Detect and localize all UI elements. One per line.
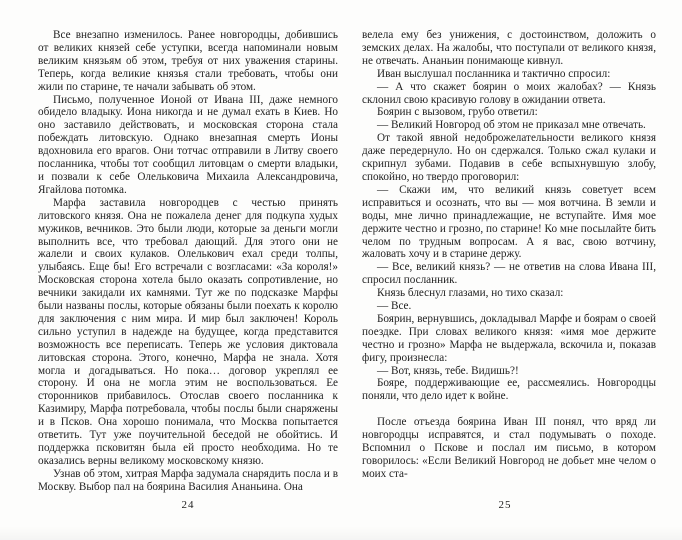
paragraph: — Великий Новгород об этом не приказал мне отвечать. xyxy=(377,119,646,132)
paragraph: После отъезда боярина Иван III понял, что вряд ли новгородцы исправятся, и стал подумывать о походе. Вспомнил о Пскове и послал им письмо, в котором говорилось: «Если Великий Новгород не добьет мне челом о моих ста- xyxy=(362,416,656,480)
paragraph: Боярин, вернувшись, докладывал Марфе и боярам о своей поездке. При словах великого князя: «имя мое держите честно и грозно» Марфа не выдержала, вскочила и, показав фигу, произнесла: xyxy=(362,312,656,364)
page-right xyxy=(362,29,656,481)
paragraph: велела ему без унижения, с достоинством, доложить о земских делах. На жалобы, что поступали от великого князя, не отвечать. Ананьин понимающе кивнул. xyxy=(362,29,656,67)
page-number-left: 24 xyxy=(181,499,195,511)
paragraph: От такой явной недоброжелательности великого князя даже передернуло. Но он сдержался. Только сжал кулаки и скрипнул зубами. Подавив в себе вспыхнувшую злобу, спокойно, но твердо проговорил: xyxy=(362,132,656,183)
page-number-right: 25 xyxy=(498,499,512,511)
paragraph: — Все, великий князь? — не ответив на слова Ивана III, спросил посланник. xyxy=(362,261,656,287)
paragraph: — Все. xyxy=(377,300,412,313)
paragraph: Марфа заставила новгородцев с честью принять литовского князя. Она не пожалела денег для подкупа худых мужиков, вечников. Это были люди, которые за деньги могли выполнить все, что требовал дающий. Для этого они не жалели и своих кулаков. Олелькович ехал среди толпы, улыбаясь. Еще бы! Его встречали с возгласами: «За короля!» Московская сторона хотела было оказать сопротивление, но вечники закидали их камнями. Тут же по подсказке Марфы были названы послы, которые обязаны были поехать к королю для заключения с ним мира. И мир был заключен! Король сильно уступил в надежде на будущее, когда представится возможность все переписать. Теперь же условия диктовала литовская сторона. Этого, конечно, Марфа не знала. Хотя могла и догадываться. Но пока… договор укреплял ее сторону. И она не могла этим не воспользоваться. Ее сторонников прибавилось. Отослав своего посланника к Казимиру, Марфа потребовала, чтобы послы были снаряжены и в Псков. Она хорошо понимала, что Москва попытается ответить. Тут уже поучительной беседой не обойтись. И поддержка псковитян была ей просто необходима. Но те оказались верны великому московскому князю. xyxy=(38,196,338,467)
paragraph: Все внезапно изменилось. Ранее новгородцы, добившись от великих князей себе уступки, всегда напоминали новым великим князьям об этом, требуя от них уважения старины. Теперь, когда великие князья стали требовать, чтобы они жили по старине, те начали забывать об этом. xyxy=(38,29,338,93)
paragraph: Иван выслушал посланника и тактично спросил: xyxy=(377,67,611,80)
paragraph: Узнав об этом, хитрая Марфа задумала снарядить посла и в Москву. Выбор пал на боярина Василия Ананьина. Она xyxy=(38,467,338,493)
paragraph: Боярин с вызовом, грубо ответил: xyxy=(377,106,538,119)
page-left xyxy=(38,29,338,494)
paragraph: Князь блеснул глазами, но тихо сказал: xyxy=(377,287,564,300)
paragraph: — Вот, князь, тебе. Видишь?! xyxy=(377,364,519,377)
paragraph: — Скажи им, что великий князь советует всем исправиться и осознать, что вы — моя вотчина. В земли и воды, мне лично принадлежащие, не вступайте. Имя мое держите честно и грозно, по старине! Ко мне посылайте бить челом по трудным вопросам. А я вас, свою вотчину, жаловать хочу и в старине держу. xyxy=(362,183,656,261)
paragraph: Письмо, полученное Ионой от Ивана III, даже немного обидело владыку. Иона никогда и не думал ехать в Киев. Но оно заставило действовать, и московская сторона стала побеждать литовскую. Однако внезапная смерть Ионы вдохновила его врагов. Они тотчас отправили в Литву своего посланника, чтобы тот сообщил литовцам о смерти владыки, и позвали к себе Олельковича Михаила Александровича, Ягайлова потомка. xyxy=(38,93,338,196)
paragraph: Бояре, поддерживающие ее, рассмеялись. Новгородцы поняли, что дело идет к войне. xyxy=(362,377,656,403)
paragraph: — А что скажет боярин о моих жалобах? — Князь склонил свою красивую голову в ожидании ответа. xyxy=(362,80,656,106)
